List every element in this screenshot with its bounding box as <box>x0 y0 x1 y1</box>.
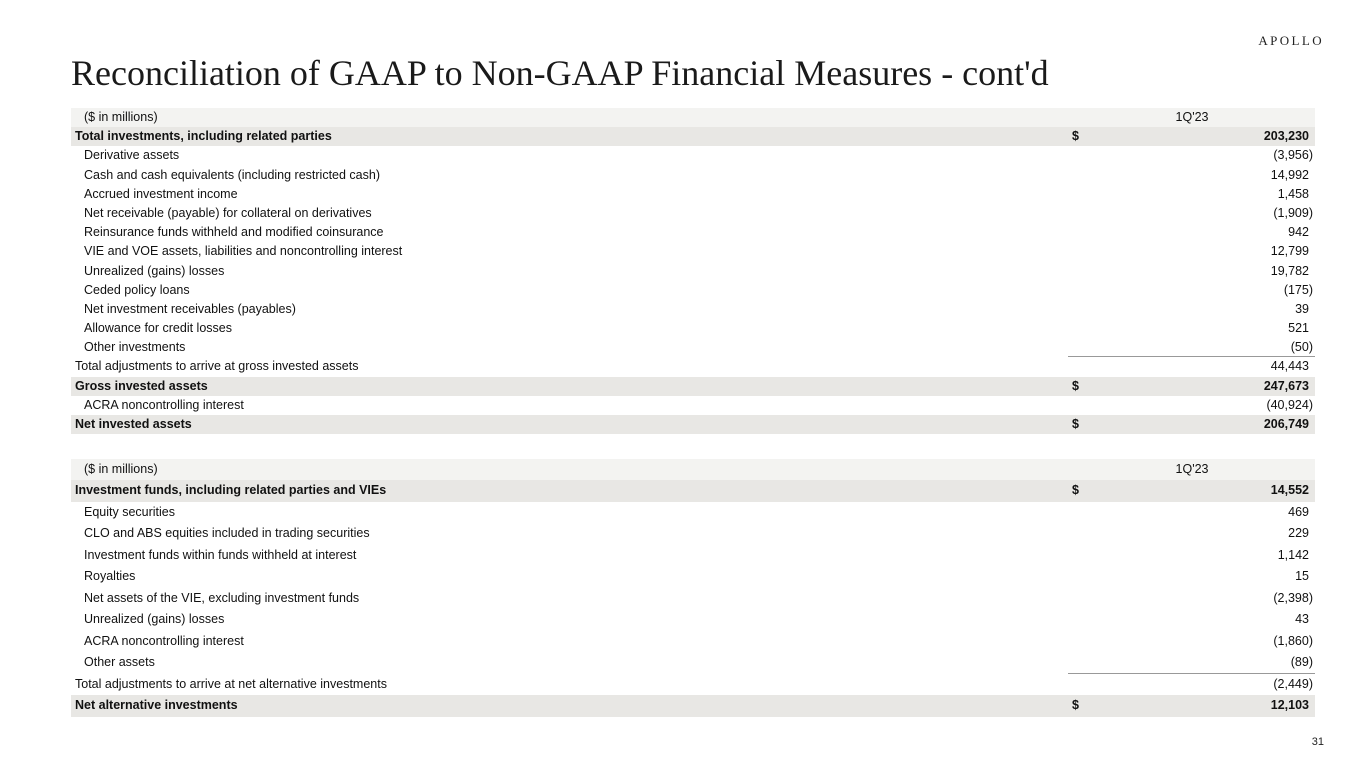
row-value: 43 <box>1295 612 1309 626</box>
table-row <box>71 545 1315 567</box>
table-header <box>71 459 1315 480</box>
row-value: (1,909) <box>1273 205 1313 220</box>
row-value: 469 <box>1288 504 1309 519</box>
row-label: Reinsurance funds withheld and modified coinsurance <box>84 225 384 240</box>
table-row <box>71 502 1315 524</box>
row-label: Cash and cash equivalents (including restricted cash) <box>84 167 380 182</box>
row-value: 15 <box>1295 569 1309 583</box>
table-row <box>71 127 1315 146</box>
table-row <box>71 242 1315 261</box>
row-value: 1,458 <box>1277 186 1309 201</box>
row-label: Investment funds within funds withheld at interest <box>84 547 357 562</box>
row-value: 14,552 <box>1270 483 1309 497</box>
row-value: 39 <box>1295 301 1309 316</box>
row-value: 247,673 <box>1263 378 1309 393</box>
row-label: Net invested assets <box>75 417 192 431</box>
table-row <box>71 631 1315 653</box>
table-row <box>71 609 1315 631</box>
page-title: Reconciliation of GAAP to Non-GAAP Financial Measures - cont'd <box>71 53 1049 93</box>
row-label: Net assets of the VIE, excluding investment funds <box>84 590 360 605</box>
period-label: 1Q'23 <box>1175 462 1209 476</box>
table-row <box>71 319 1315 338</box>
table-row <box>71 674 1315 696</box>
row-value: 14,992 <box>1270 167 1309 182</box>
table-row <box>71 480 1315 502</box>
row-value: 19,782 <box>1270 263 1309 278</box>
row-value: 12,103 <box>1270 698 1309 712</box>
row-value: 521 <box>1288 321 1309 336</box>
table-row <box>71 185 1315 204</box>
row-label: Other investments <box>84 340 186 355</box>
row-value: 44,443 <box>1270 359 1309 374</box>
row-value: 203,230 <box>1263 129 1309 144</box>
row-label: Unrealized (gains) losses <box>84 612 225 626</box>
row-label: Total investments, including related parties <box>75 129 332 144</box>
table-row <box>71 300 1315 319</box>
table-row <box>71 566 1315 588</box>
row-value: (2,449) <box>1273 676 1313 691</box>
row-value: (50) <box>1290 340 1313 355</box>
row-label: Derivative assets <box>84 148 180 163</box>
row-value: (1,860) <box>1273 633 1313 648</box>
dollar-sign: $ <box>1072 378 1079 393</box>
table-row <box>71 695 1315 717</box>
row-label: ACRA noncontrolling interest <box>84 397 244 412</box>
net-alternative-investments-table <box>71 459 1315 717</box>
row-value: 942 <box>1288 225 1309 240</box>
unit-label: ($ in millions) <box>84 462 158 476</box>
dollar-sign: $ <box>1072 698 1079 712</box>
row-value: 12,799 <box>1270 244 1309 259</box>
row-label: Investment funds, including related parties and VIEs <box>75 483 387 497</box>
table-row <box>71 377 1315 396</box>
row-label: Net alternative investments <box>75 698 238 712</box>
table-row <box>71 281 1315 300</box>
page-number: 31 <box>1311 736 1324 748</box>
table-header <box>71 108 1315 127</box>
row-label: Total adjustments to arrive at net alternative investments <box>75 676 387 691</box>
unit-label: ($ in millions) <box>84 110 158 124</box>
table-row <box>71 338 1315 357</box>
row-label: Equity securities <box>84 504 176 519</box>
table-row <box>71 223 1315 242</box>
dollar-sign: $ <box>1072 417 1079 431</box>
row-value: (175) <box>1283 282 1313 297</box>
row-label: Royalties <box>84 569 136 583</box>
row-value: 229 <box>1288 526 1309 540</box>
table-row <box>71 523 1315 545</box>
table-row <box>71 146 1315 165</box>
table-row <box>71 166 1315 185</box>
table-row <box>71 415 1315 434</box>
row-label: Unrealized (gains) losses <box>84 263 225 278</box>
period-label: 1Q'23 <box>1175 110 1209 124</box>
row-label: Ceded policy loans <box>84 282 190 297</box>
table-row <box>71 357 1315 376</box>
row-label: Net receivable (payable) for collateral on derivatives <box>84 205 372 220</box>
dollar-sign: $ <box>1072 129 1079 144</box>
table-row <box>71 588 1315 610</box>
row-value: (40,924) <box>1266 397 1313 412</box>
table-row <box>71 396 1315 415</box>
row-value: 206,749 <box>1263 417 1309 431</box>
row-label: Accrued investment income <box>84 186 238 201</box>
row-label: VIE and VOE assets, liabilities and noncontrolling interest <box>84 244 403 259</box>
apollo-logo: APOLLO <box>1258 33 1324 48</box>
row-label: Net investment receivables (payables) <box>84 301 296 316</box>
row-value: 1,142 <box>1277 547 1309 562</box>
table-row <box>71 204 1315 223</box>
row-label: Allowance for credit losses <box>84 321 232 336</box>
row-label: CLO and ABS equities included in trading securities <box>84 526 370 540</box>
dollar-sign: $ <box>1072 483 1079 497</box>
table-row <box>71 262 1315 281</box>
row-label: Total adjustments to arrive at gross invested assets <box>75 359 359 374</box>
row-value: (3,956) <box>1273 148 1313 163</box>
row-value: (2,398) <box>1273 590 1313 605</box>
gross-invested-assets-table <box>71 108 1315 434</box>
row-value: (89) <box>1290 655 1313 669</box>
row-label: Other assets <box>84 655 155 669</box>
row-label: Gross invested assets <box>75 378 208 393</box>
table-row <box>71 652 1315 674</box>
row-label: ACRA noncontrolling interest <box>84 633 244 648</box>
